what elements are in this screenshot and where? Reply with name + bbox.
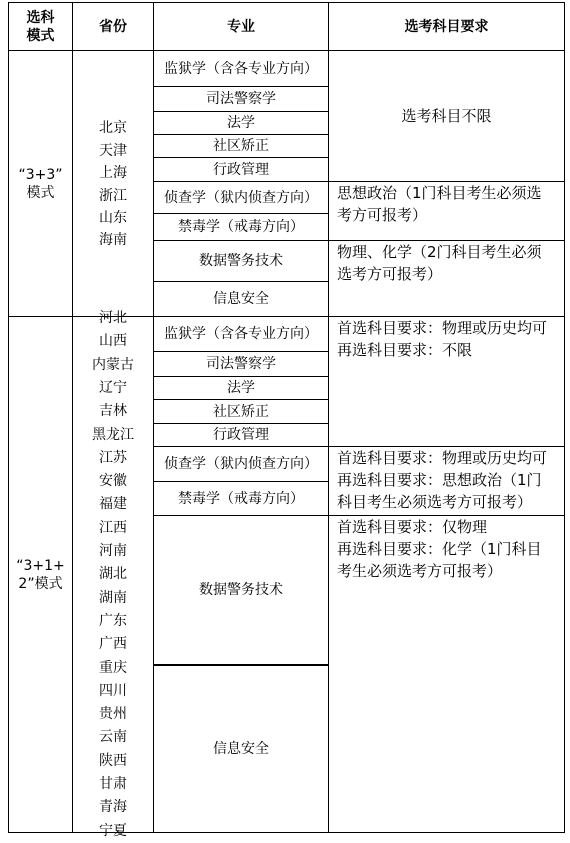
g1-major-8: 数据警务技术 (199, 253, 283, 269)
header-province: 省份 (99, 18, 127, 35)
border-right (564, 2, 565, 833)
header-mode: 选科 模式 (26, 9, 55, 44)
g1-major-6: 侦查学（狱内侦查方向） (164, 189, 318, 206)
g2-mode: “3+1+ 2”模式 (16, 557, 65, 592)
g1-major-5: 行政管理 (213, 161, 269, 178)
g2-requirement-a: 首选科目要求：物理或历史均可 再选科目要求：不限 (337, 319, 548, 359)
g1-mode: “3+3” 模式 (18, 166, 63, 201)
g1-major-1: 监狱学（含各专业方向） (164, 60, 318, 77)
header-major: 专业 (227, 18, 255, 35)
g1-requirement-c: 物理、化学（2门科目考生必须 选考方可报考） (337, 243, 542, 283)
g1-provinces: 北京 天津 上海 浙江 山东 海南 (99, 120, 127, 249)
g2-major-4: 社区矫正 (213, 403, 269, 420)
g2-requirement-b: 首选科目要求：物理或历史均可 再选科目要求：思想政治（1门 科目考生必须选考方可报考） (337, 449, 548, 511)
g2-provinces: 河北 山西 内蒙古 辽宁 吉林 黑龙江 江苏 安徽 福建 江西 河南 湖北 湖南 广东 广西 重庆 四川 贵州 云南 陕西 甘肃 青海 宁夏 (92, 310, 134, 839)
g2-major-5: 行政管理 (213, 427, 269, 443)
g1-requirement-b: 思想政治（1门科目考生必须选 考方可报考） (337, 184, 542, 224)
g1-major-9: 信息安全 (213, 291, 269, 307)
g2-major-9: 信息安全 (213, 741, 269, 757)
g2-major-7: 禁毒学（戒毒方向） (178, 490, 304, 507)
g1-major-7: 禁毒学（戒毒方向） (178, 219, 304, 235)
g2-major-8: 数据警务技术 (199, 582, 283, 598)
g1-major-4: 社区矫正 (213, 138, 269, 154)
g2-major-3: 法学 (227, 380, 255, 396)
g1-major-3: 法学 (227, 115, 255, 131)
g1-major-2: 司法警察学 (206, 91, 276, 107)
g2-major-1: 监狱学（含各专业方向） (164, 326, 318, 342)
border-bottom (8, 832, 565, 833)
g2-requirement-c: 首选科目要求：仅物理 再选科目要求：化学（1门科目 考生必须选考方可报考） (337, 518, 542, 580)
g1-requirement-a: 选考科目不限 (401, 107, 492, 125)
header-requirement: 选考科目要求 (404, 18, 489, 35)
g2-major-2: 司法警察学 (206, 356, 276, 372)
g2-major-6: 侦查学（狱内侦查方向） (164, 456, 318, 472)
